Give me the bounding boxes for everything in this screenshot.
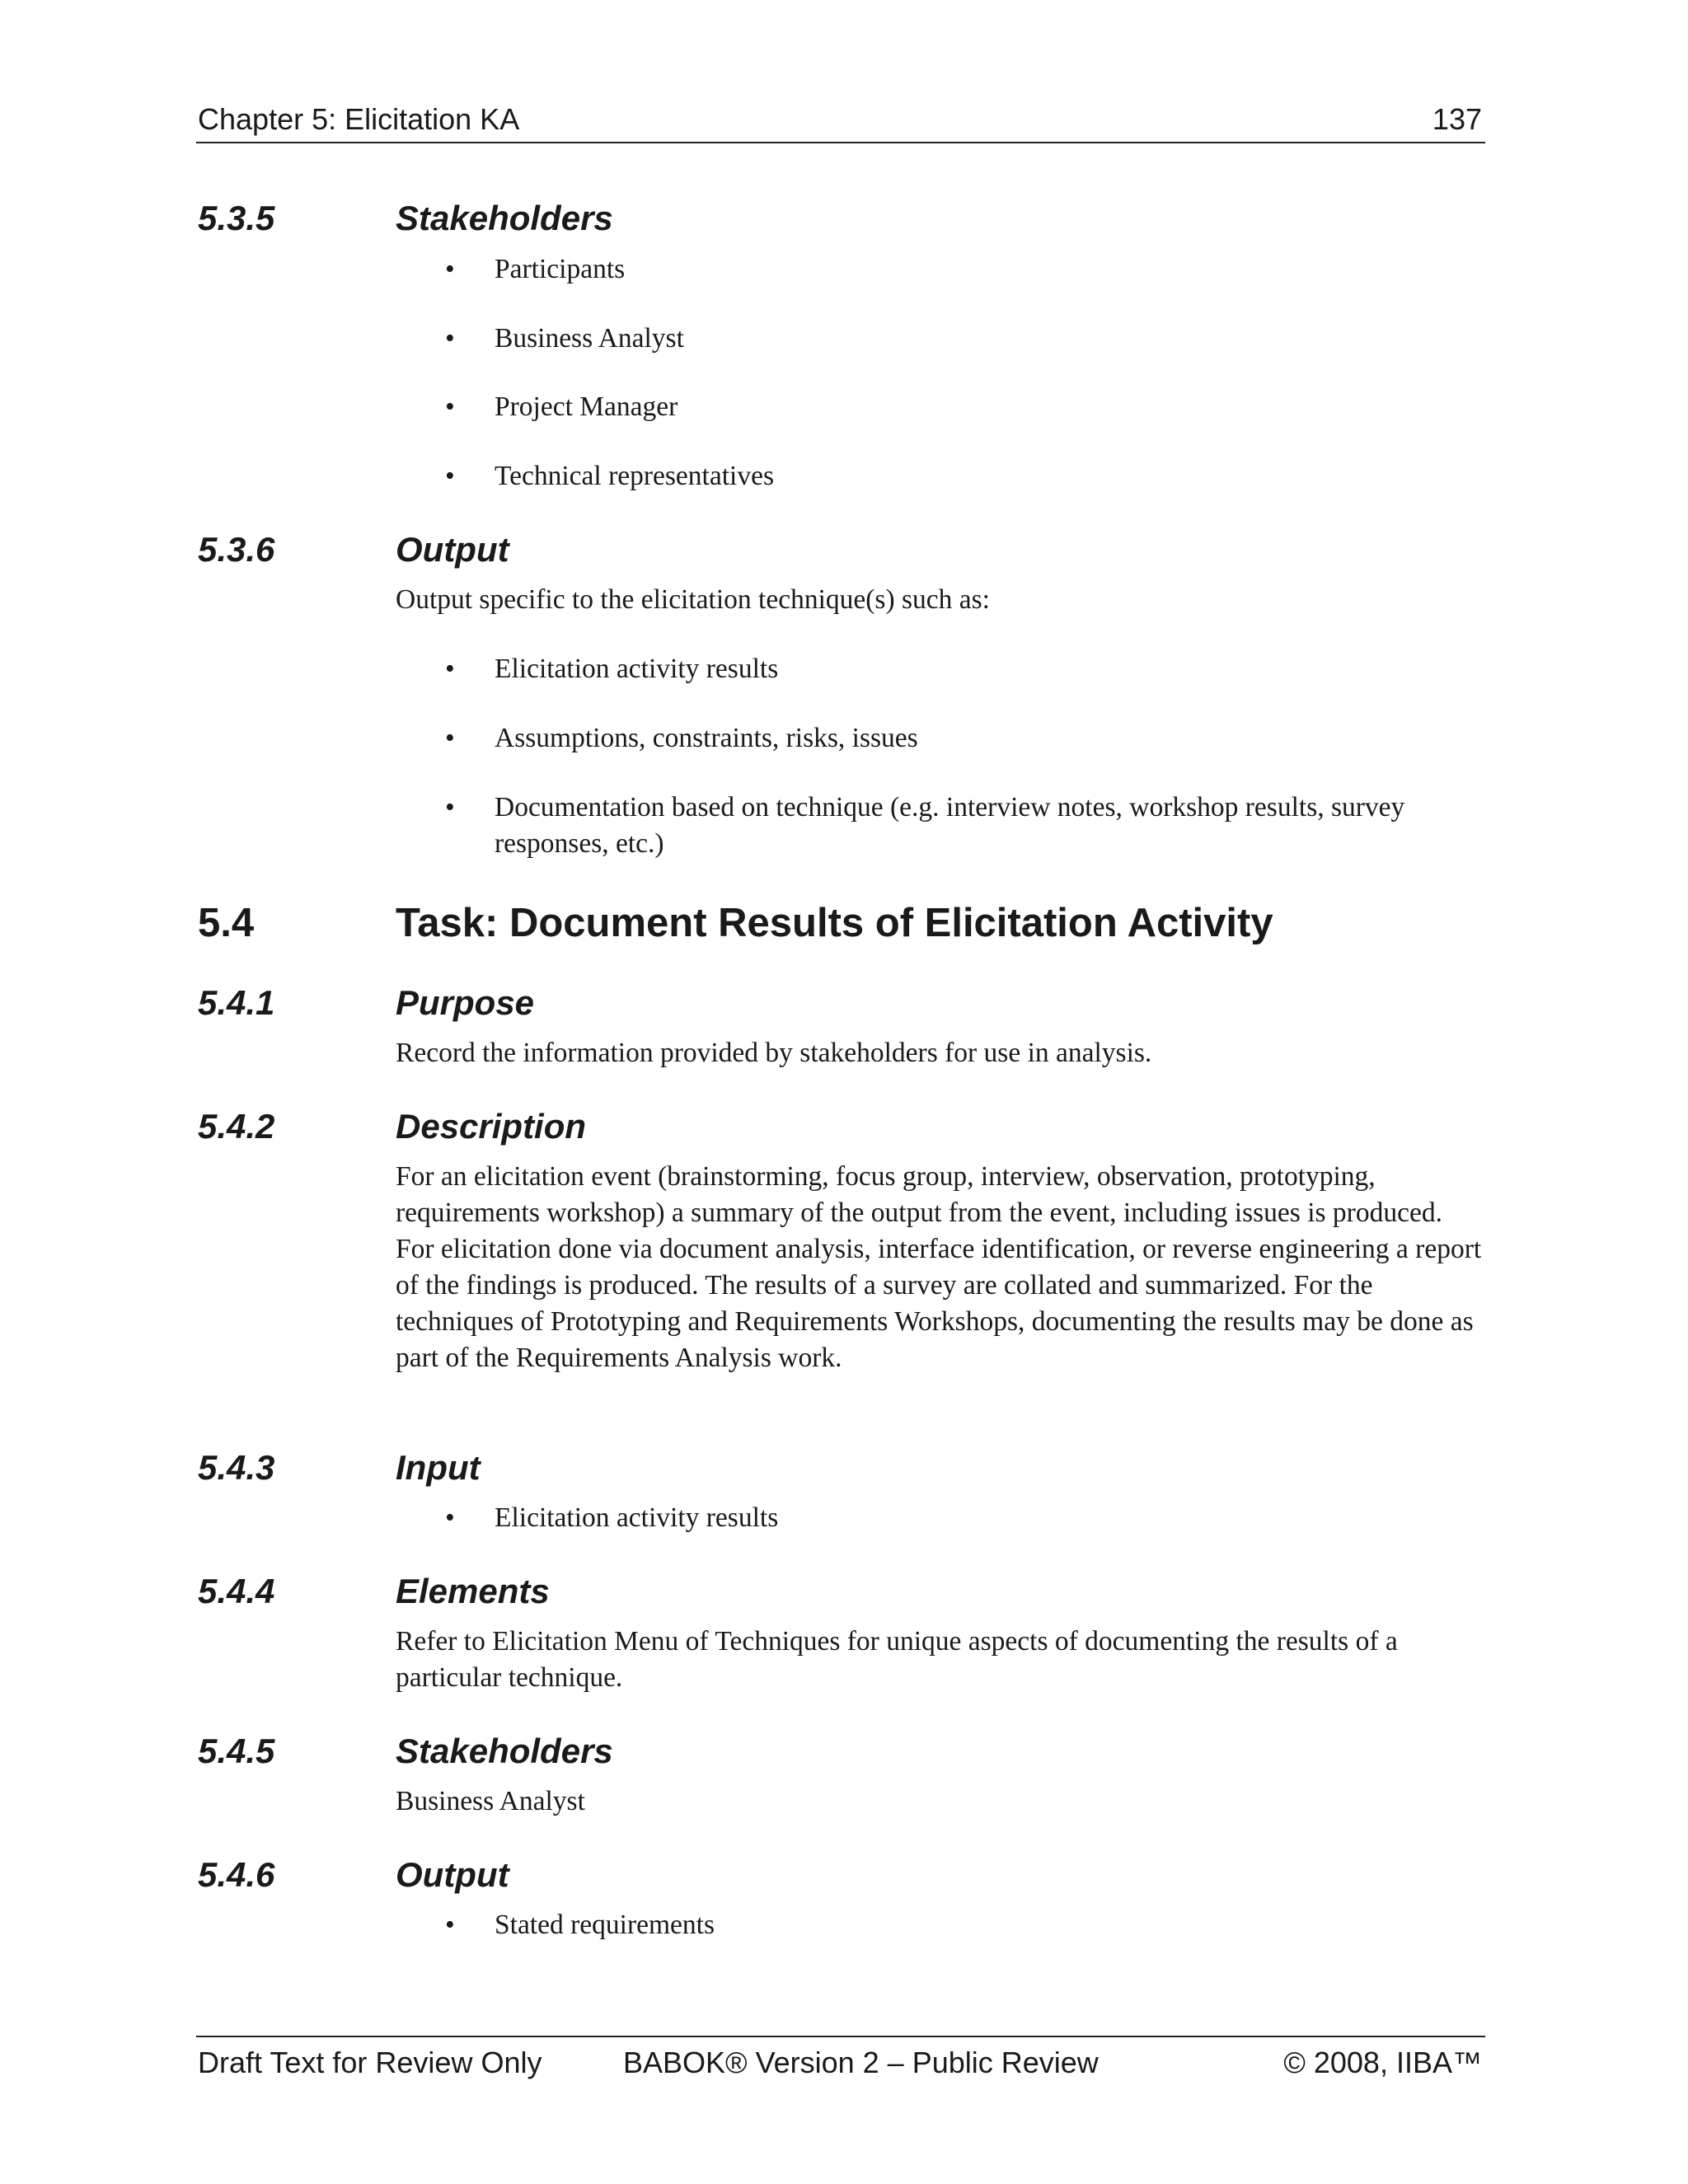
bullet-icon: •: [445, 254, 455, 284]
bullet-icon: •: [445, 654, 455, 684]
list-item: • Project Manager: [445, 389, 1475, 425]
section-title: Stakeholders: [396, 199, 613, 237]
bullet-icon: •: [445, 723, 455, 753]
bullet-icon: •: [445, 323, 455, 354]
page-footer: [196, 2036, 1485, 2087]
section-title: Stakeholders: [396, 1732, 613, 1770]
section-title: Description: [396, 1107, 587, 1146]
section-title: Output: [396, 530, 509, 569]
list-item: • Documentation based on technique (e.g. interview notes, workshop results, survey responses, etc.): [445, 790, 1475, 862]
section-number: 5.4.2: [198, 1107, 275, 1146]
list-item: • Assumptions, constraints, risks, issues: [445, 720, 1475, 757]
bullet-icon: •: [445, 461, 455, 491]
section-title: Task: Document Results of Elicitation Activity: [396, 901, 1273, 945]
bullet-icon: •: [445, 1502, 455, 1533]
list-item: • Participants: [445, 251, 1475, 288]
section-number: 5.4.1: [198, 983, 275, 1022]
section-text: Refer to Elicitation Menu of Techniques for unique aspects of documenting the results of a particular technique.: [396, 1626, 1398, 1693]
footer-draft-note: Draft Text for Review Only: [198, 2046, 542, 2079]
section-title: Output: [396, 1855, 509, 1894]
section-title: Purpose: [396, 983, 535, 1022]
section-title: Input: [396, 1448, 481, 1487]
section-title: Elements: [396, 1572, 550, 1610]
section-intro: Output specific to the elicitation technique(s) such as:: [396, 584, 990, 615]
list-item: • Elicitation activity results: [445, 1500, 1475, 1536]
section-number: 5.3.6: [198, 530, 275, 569]
bullet-icon: •: [445, 792, 455, 823]
section-number: 5.4.4: [198, 1572, 275, 1610]
section-number: 5.4.3: [198, 1448, 275, 1487]
bullet-icon: •: [445, 1910, 455, 1940]
section-text: For an elicitation event (brainstorming, focus group, interview, observation, prototyping, requirements workshop) a summary of the output from the event, including issues is produced. For elicitation done via document analysis, interface identification, or reverse engineering a report of the findings is produced. The results of a survey are collated and summarized. For the techniques of Prototyping and Requirements Workshops, documenting the results may be done as part of the Requirements Analysis work.: [396, 1161, 1482, 1373]
list-item: • Elicitation activity results: [445, 651, 1475, 687]
section-text: Record the information provided by stakeholders for use in analysis.: [396, 1038, 1152, 1068]
section-number: 5.4.5: [198, 1732, 275, 1770]
list-item: • Business Analyst: [445, 321, 1475, 357]
list-item: • Stated requirements: [445, 1907, 1475, 1943]
section-text: Business Analyst: [396, 1786, 585, 1816]
page-header: [196, 97, 1485, 143]
section-number: 5.4: [198, 901, 255, 945]
section-number: 5.4.6: [198, 1855, 275, 1894]
footer-copyright: © 2008, IIBA™: [1283, 2046, 1482, 2079]
page-number: 137: [1432, 102, 1482, 136]
list-item: • Technical representatives: [445, 458, 1475, 494]
section-number: 5.3.5: [198, 199, 275, 237]
footer-version: BABOK® Version 2 – Public Review: [623, 2046, 1099, 2079]
chapter-title: Chapter 5: Elicitation KA: [198, 102, 520, 136]
bullet-icon: •: [445, 391, 455, 422]
